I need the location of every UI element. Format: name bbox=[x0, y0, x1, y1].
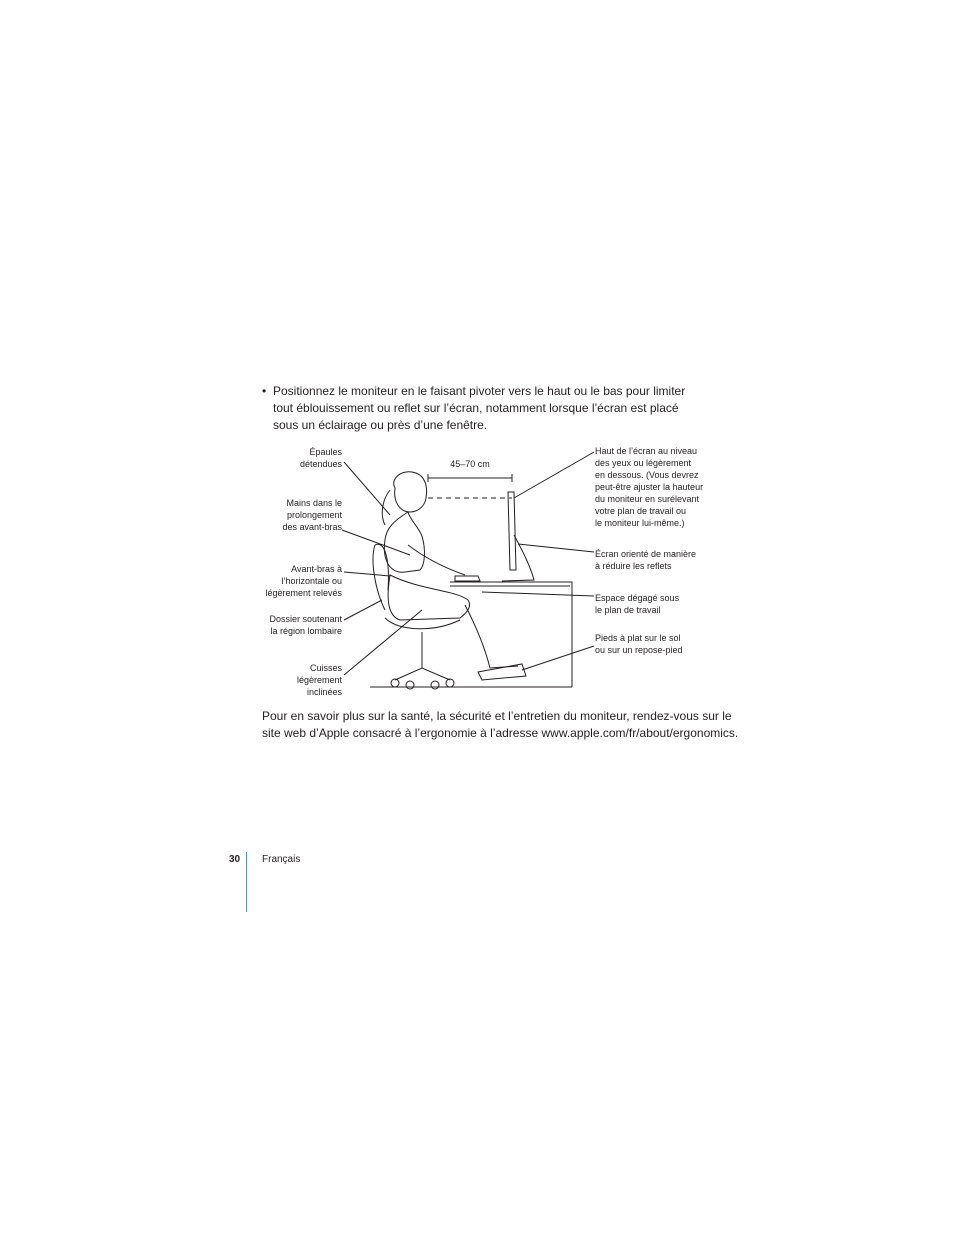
leader-shoulders bbox=[344, 462, 390, 515]
footrest bbox=[478, 664, 526, 680]
label-thighs: Cuisses légèrement inclinées bbox=[296, 663, 342, 697]
info-paragraph bbox=[262, 708, 739, 742]
footer-language: Français bbox=[262, 854, 301, 865]
keyboard bbox=[455, 576, 480, 581]
leader-clearance bbox=[482, 592, 594, 596]
bullet-text bbox=[273, 383, 723, 434]
paragraph-line: site web d’Apple consacré à l’ergonomie à l’adresse www.apple.com/fr/about/ergonomics. bbox=[262, 726, 739, 740]
label-screen-top: Haut de l’écran au niveau des yeux ou légèrement en dessous. (Vous devrez peut-être ajuster la hauteur du moniteur en surélevant votre plan de travail ou le moniteur lui-même.) bbox=[595, 446, 704, 528]
label-shoulders: Épaules détendues bbox=[299, 447, 342, 469]
leader-screen-angle bbox=[518, 544, 594, 552]
leader-backrest bbox=[344, 600, 382, 620]
monitor-stand bbox=[502, 535, 534, 581]
label-clearance: Espace dégagé sous le plan de travail bbox=[595, 593, 680, 615]
label-hands: Mains dans le prolongement des avant-bras bbox=[282, 498, 342, 532]
bullet-mark: • bbox=[262, 384, 267, 398]
leader-thighs bbox=[344, 610, 422, 675]
label-backrest: Dossier soutenant la région lombaire bbox=[269, 614, 342, 636]
paragraph-line: Pour en savoir plus sur la santé, la sécurité et l’entretien du moniteur, rendez-vous sur le bbox=[262, 709, 732, 723]
label-feet: Pieds à plat sur le sol ou sur un repose-pied bbox=[595, 633, 683, 655]
person-leg bbox=[465, 605, 518, 668]
chair-backrest bbox=[373, 545, 385, 610]
leader-screen-top bbox=[514, 452, 594, 498]
desk bbox=[450, 582, 572, 687]
label-screen-angle: Écran orienté de manière à réduire les reflets bbox=[595, 549, 697, 571]
person-head bbox=[394, 472, 427, 512]
leader-feet bbox=[522, 646, 594, 670]
page-number: 30 bbox=[229, 854, 241, 865]
person-torso bbox=[384, 512, 424, 572]
leader-hands bbox=[342, 530, 410, 555]
bullet-line: sous un éclairage ou près d’une fenêtre. bbox=[273, 418, 488, 432]
bullet-line: Positionnez le moniteur en le faisant pivoter vers le haut ou le bas pour limiter bbox=[273, 384, 686, 398]
chair-base bbox=[395, 668, 450, 680]
distance-label: 45–70 cm bbox=[450, 459, 490, 469]
label-forearms: Avant-bras à l’horizontale ou légèrement relevés bbox=[265, 564, 342, 598]
bullet-line: tout éblouissement ou reflet sur l’écran, notamment lorsque l’écran est placé bbox=[273, 401, 679, 415]
leader-forearms bbox=[344, 572, 390, 576]
footer-rule bbox=[246, 852, 247, 912]
monitor-screen bbox=[508, 492, 516, 570]
ergonomics-figure bbox=[250, 440, 720, 702]
